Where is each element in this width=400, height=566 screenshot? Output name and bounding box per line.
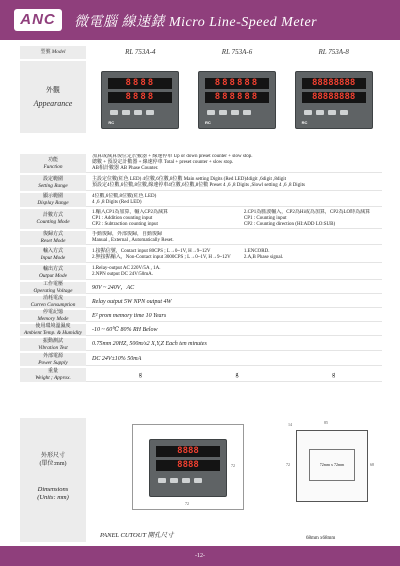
spec-value: 加算或減算復位定於數器 + 線速停車 Up or down preset counter + slow stop. 總數 + 預設定計數器 + 線速停車 Total + preset counter + slow stop. AB相計數器 AB Phase Counter. <box>86 154 382 173</box>
model-row <box>20 46 382 59</box>
meter-image: 8888 8888 RC <box>101 71 179 129</box>
spec-row <box>20 209 382 229</box>
spec-label: 振動測試 Vibration Test <box>20 338 86 351</box>
spec-row <box>20 353 382 366</box>
page-title: 微電腦 線速錶 Micro Line-Speed Meter <box>74 15 318 30</box>
cutout-size: 68mm x68mm <box>306 536 336 541</box>
model-name: RL 753A-8 <box>318 48 349 57</box>
spec-label: 消耗電流 Curren Consumption <box>20 296 86 308</box>
spec-row <box>20 368 382 382</box>
spec-label: 計數方式 Counting Mode <box>20 209 86 229</box>
spec-value: -10 ~ 60℃ 80% RH Below <box>86 324 382 336</box>
spec-value: 1.Relay-output AC 220V/5A , 1A. 2.NPN output DC 24V/50mA. <box>86 265 382 280</box>
dimension-drawings: 8888 8888 72 72 85 14 72mm x 72mm 72 68 PANEL CUTOUT 開孔尺寸 68mm x68mm <box>100 420 374 541</box>
spec-row <box>20 193 382 207</box>
spec-label: 重量 Weight ; Approx. <box>20 368 86 382</box>
spec-value: 1.輸入CP1為加算，輸入CP2為減算 CP1 : Addition counting input CP2 : Subtraction counting input 2.CP1為脈波輸入，CP2為Hi或為加算，CP2為LO時為減算 CP1 : Counting input CP2 : Counting direction (HI:ADD LO:SUB) <box>86 209 382 229</box>
spec-row <box>20 310 382 322</box>
spec-label: 功能 Function <box>20 154 86 173</box>
spec-row <box>20 265 382 280</box>
spec-row <box>20 296 382 308</box>
model-name: RL 753A-4 <box>125 48 156 57</box>
model-names <box>92 49 382 56</box>
spec-row <box>20 324 382 336</box>
front-view-drawing: 8888 8888 72 72 <box>132 424 244 510</box>
spec-label: 外部電源 Power Supply <box>20 353 86 366</box>
header-bar <box>0 0 400 40</box>
appearance-row <box>20 61 382 133</box>
spec-label: 停電記憶 Memory Mode <box>20 310 86 322</box>
spec-label: 顯示範圍 Display Range <box>20 193 86 207</box>
meter-image: 8888 8888 <box>149 439 227 497</box>
side-view-drawing: 72mm x 72mm <box>296 430 368 502</box>
spec-row <box>20 175 382 191</box>
spec-value: Relay output 5W NPN output 4W <box>86 296 382 308</box>
spec-row <box>20 231 382 245</box>
spec-value: E² prom memory time 10 Years <box>86 310 382 322</box>
spec-value: 1.接點信號，Contact input 80CPS ; L→0~1V, H→9~12V 2.無接點輸入，Non-Contact input 3000CPS ; L→0~1V, H→9~12V 1.ENCORD. 2.A,B Phase signal. <box>86 247 382 263</box>
page-number: -12- <box>195 553 205 559</box>
spec-value: DC 24V±10% 50mA <box>86 353 382 366</box>
spec-rows <box>20 154 382 384</box>
spec-label: 工作電壓 Operating Voltage <box>20 282 86 294</box>
model-name: RL 753A-6 <box>221 48 253 57</box>
appearance-images <box>92 65 382 129</box>
meter-image: 88888888 88888888 RC <box>295 71 373 129</box>
spec-label: 使用環境溫濕度 Ambient Temp. & Humidity <box>20 324 86 336</box>
spec-label: 輸入方式 Input Mode <box>20 247 86 263</box>
spec-row <box>20 338 382 351</box>
appearance-label: 外觀 Appearance <box>20 61 86 133</box>
spec-label: 輸出方式 Output Mode <box>20 265 86 280</box>
spec-row <box>20 247 382 263</box>
spec-row <box>20 282 382 294</box>
meter-image: 888888 888888 RC <box>198 71 276 129</box>
model-label: 型號 Model <box>20 46 86 59</box>
spec-value: 主設定位數(紅色 LED) 4位數,6位數,8位數 Main setting Digits (Red LED)4digit ,6digit ,8digit 預設定4位數,6位數,8位數,線速停車4位數,6位數,8位數 Preset 4 ,6 ,8 Digits ,Slowl setting 4 ,6 ,8 Digits <box>86 175 382 191</box>
spec-value: 0.75mm 20HZ, 500m/s2 X,Y,Z Each ten minutes <box>86 338 382 351</box>
spec-row <box>20 154 382 173</box>
spec-table <box>20 44 382 135</box>
spec-value: 4位數,6位數,8位數(紅色 LED) 4 ,6 ,8 Digits (Red LED) <box>86 193 382 207</box>
panel-cutout-label: PANEL CUTOUT 開孔尺寸 <box>100 532 174 539</box>
spec-label: 設定範圍 Setting Range <box>20 175 86 191</box>
spec-value: 手動復歸，外部復歸，自動復歸 Manual , External , Automatically Reset. <box>86 231 382 245</box>
spec-value: 90V ~ 240V，AC <box>86 282 382 294</box>
dimensions-section <box>20 418 382 542</box>
company-logo: ANC <box>14 9 62 31</box>
spec-label: 復歸方式 Reset Mode <box>20 231 86 245</box>
dimensions-label: 外形尺寸 (單位:mm) Dimensions (Units: mm) <box>20 418 86 542</box>
spec-value: g g g <box>86 368 382 382</box>
